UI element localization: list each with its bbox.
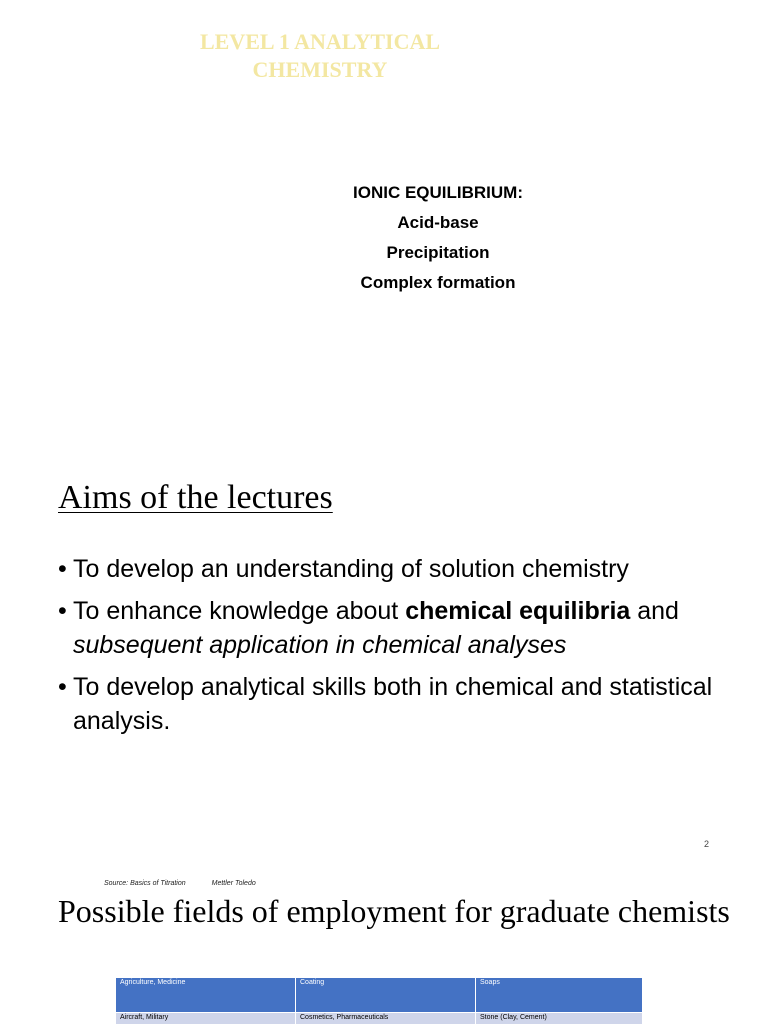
source-author: Mettler Toledo <box>211 880 256 887</box>
table-cell: Stone (Clay, Cement) <box>476 1013 643 1024</box>
aims-bullet-2 <box>58 594 738 662</box>
aims-bullet-2-italic: subsequent application in chemical analyses <box>73 631 567 659</box>
topic-acid-base: Acid-base <box>397 213 479 232</box>
topic-list <box>300 178 576 298</box>
course-title-line1: LEVEL 1 ANALYTICAL <box>199 29 441 54</box>
bullet-icon: • <box>58 555 67 583</box>
table-cell: Aircraft, Military <box>116 1013 296 1024</box>
aims-list <box>58 552 738 746</box>
aims-bullet-3 <box>58 670 738 738</box>
bullet-icon: • <box>58 673 67 701</box>
employment-heading: Possible fields of employment for graduate chemists <box>58 893 730 929</box>
course-title-line2: CHEMISTRY <box>252 57 388 82</box>
page-number: 2 <box>704 839 710 849</box>
aims-bullet-1 <box>58 552 738 586</box>
employment-table <box>115 977 643 1024</box>
table-row <box>116 978 643 1013</box>
aims-bullet-1-text: To develop an understanding of solution chemistry <box>73 555 629 583</box>
aims-bullet-2-text-a: To enhance knowledge about <box>73 597 406 625</box>
aims-bullet-2-text-b: and <box>630 597 679 625</box>
topic-complex-formation: Complex formation <box>360 273 516 292</box>
topic-ionic-equilibrium: IONIC EQUILIBRIUM: <box>353 183 523 202</box>
aims-bullet-3-text: To develop analytical skills both in chemical and statistical analysis. <box>73 673 713 735</box>
table-cell: Coating <box>296 978 476 1013</box>
table-cell: Cosmetics, Pharmaceuticals <box>296 1013 476 1024</box>
bullet-icon: • <box>58 597 67 625</box>
source-citation <box>104 880 256 887</box>
course-title <box>140 28 500 84</box>
source-title: Source: Basics of Titration <box>104 880 186 887</box>
aims-bullet-2-bold: chemical equilibria <box>405 597 631 625</box>
table-row <box>116 1013 643 1024</box>
table-cell: Soaps <box>476 978 643 1013</box>
topic-precipitation: Precipitation <box>386 243 490 262</box>
table-cell: Agriculture, Medicine <box>116 978 296 1013</box>
aims-heading: Aims of the lectures <box>58 479 333 516</box>
